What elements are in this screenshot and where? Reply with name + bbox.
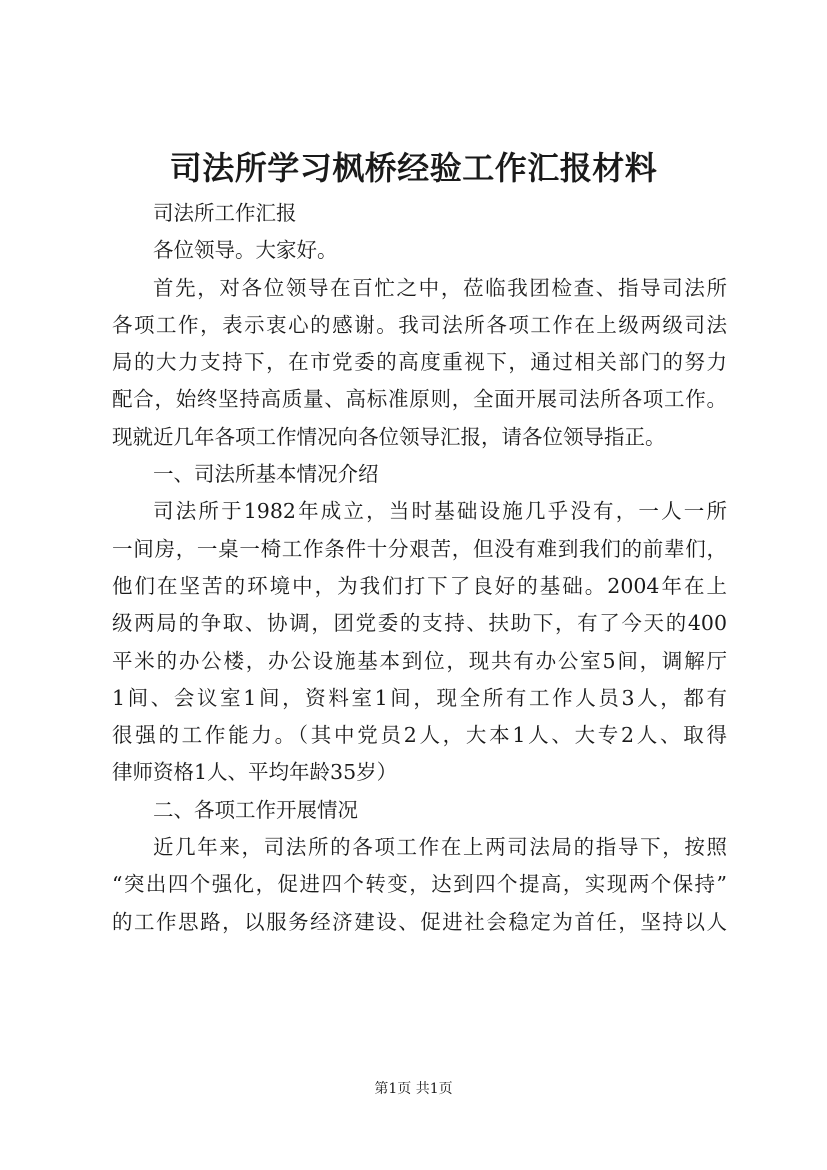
paragraph-line: 律师资格1人、平均年龄35岁） [112,760,398,785]
paragraph-line: 近几年来，司法所的各项工作在上两司法局的指导下，按照 [153,835,727,860]
page-footer: 第1页 共1页 [374,1081,453,1097]
paragraph-line: 平米的办公楼，办公设施基本到位，现共有办公室5间，调解厅 [112,648,727,673]
paragraph-line: 他们在坚苦的环境中，为我们打下了良好的基础。2004年在上 [112,573,727,598]
paragraph-intro [112,270,727,456]
section-2-heading: 二、各项工作开展情况 [153,797,358,822]
report-heading: 司法所工作汇报 [153,201,297,225]
paragraph-line: 配合，始终坚持高质量、高标准原则，全面开展司法所各项工作。 [112,387,727,412]
paragraph-line: 各项工作，表示衷心的感谢。我司法所各项工作在上级两级司法 [112,312,727,337]
paragraph-line: 局的大力支持下，在市党委的高度重视下，通过相关部门的努力 [112,350,727,375]
paragraph-line: 现就近几年各项工作情况向各位领导汇报，请各位领导指正。 [112,424,666,449]
document-title: 司法所学习枫桥经验工作汇报材料 [169,149,658,187]
paragraph-line: 的工作思路，以服务经济建设、促进社会稳定为首任，坚持以人 [112,909,727,934]
greeting: 各位领导。大家好。 [153,238,338,263]
paragraph-line: “突出四个强化，促进四个转变，达到四个提高，实现两个保持” [112,872,727,897]
section-1-heading-paragraph [112,456,727,493]
greeting-paragraph [112,232,727,269]
section-1-heading: 一、司法所基本情况介绍 [153,462,379,487]
paragraph-line: 级两局的争取、协调，团党委的支持、扶助下，有了今天的400 [112,611,727,636]
paragraph-line: 1间、会议室1间，资料室1间，现全所有工作人员3人，都有 [112,685,727,710]
paragraph-line: 首先，对各位领导在百忙之中，莅临我团检查、指导司法所 [153,275,727,300]
section-2-heading-paragraph [112,792,727,829]
paragraph-line: 司法所于1982年成立，当时基础设施几乎没有，一人一所 [153,499,727,524]
document-body [112,195,727,941]
paragraph-line: 一间房，一桌一椅工作条件十分艰苦，但没有难到我们的前辈们， [112,536,727,561]
paragraph-line: 很强的工作能力。（其中党员2人，大本1人、大专2人、取得 [112,723,727,748]
paragraph-work-progress [112,829,727,941]
paragraph-basic-info [112,493,727,791]
report-heading-paragraph [112,195,727,232]
